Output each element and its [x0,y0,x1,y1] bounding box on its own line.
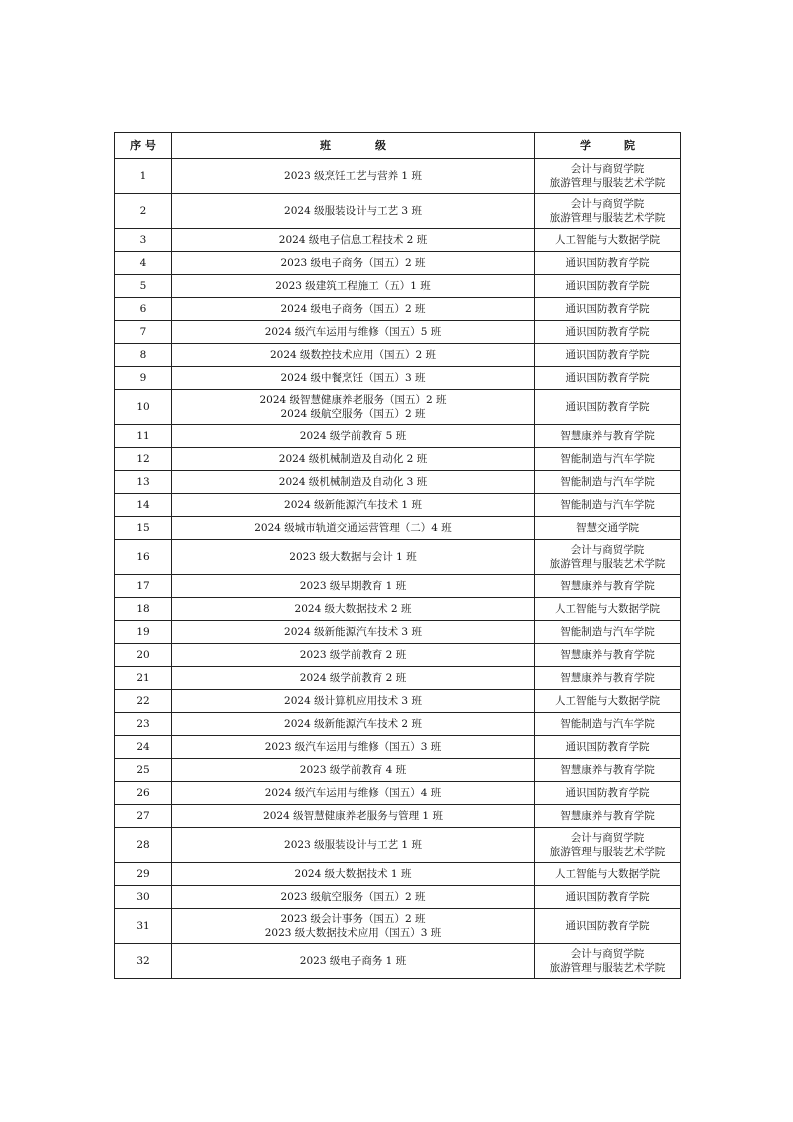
header-class: 班 级 [172,133,535,159]
class-name: 2024 级智慧健康养老服务与管理 1 班 [263,810,443,822]
row-number: 14 [115,494,172,517]
class-name: 2024 级航空服务（国五）2 班 [280,408,426,420]
college-name: 旅游管理与服装艺术学院 [549,212,666,224]
class-name-cell [172,805,535,828]
row-number: 18 [115,598,172,621]
college-cell [535,782,681,805]
row-number: 19 [115,621,172,644]
class-name: 2023 级早期教育 1 班 [299,580,407,592]
college-cell [535,194,681,229]
college-name: 通识国防教育学院 [565,326,650,338]
class-name: 2023 级会计事务（国五）2 班 [280,913,426,925]
college-name: 智能制造与汽车学院 [560,453,655,465]
college-cell [535,644,681,667]
college-cell [535,275,681,298]
row-number: 31 [115,909,172,944]
college-name: 智慧康养与教育学院 [560,672,655,684]
row-number: 7 [115,321,172,344]
class-name-cell [172,540,535,575]
college-cell [535,448,681,471]
row-number: 30 [115,886,172,909]
college-cell [535,713,681,736]
class-name: 2024 级机械制造及自动化 3 班 [278,476,428,488]
row-number: 5 [115,275,172,298]
table-row [115,944,681,979]
college-cell [535,828,681,863]
table-row [115,367,681,390]
college-name: 智慧康养与教育学院 [560,764,655,776]
college-name: 旅游管理与服装艺术学院 [549,558,666,570]
class-name: 2023 级学前教育 4 班 [299,764,407,776]
college-cell [535,159,681,194]
college-cell [535,252,681,275]
class-name: 2023 级电子商务 1 班 [299,955,407,967]
college-name: 通识国防教育学院 [565,257,650,269]
college-name: 会计与商贸学院 [570,948,645,960]
table-row [115,517,681,540]
college-name: 人工智能与大数据学院 [555,868,660,880]
row-number: 2 [115,194,172,229]
table-body [115,159,681,979]
college-name: 通识国防教育学院 [565,349,650,361]
college-name: 智慧康养与教育学院 [560,810,655,822]
row-number: 26 [115,782,172,805]
college-name: 智能制造与汽车学院 [560,499,655,511]
row-number: 28 [115,828,172,863]
class-name-cell [172,667,535,690]
class-name-cell [172,275,535,298]
college-name: 人工智能与大数据学院 [555,603,660,615]
class-name: 2024 级数控技术应用（国五）2 班 [269,349,437,361]
college-name: 通识国防教育学院 [565,920,650,932]
class-name: 2023 级汽车运用与维修（国五）3 班 [264,741,442,753]
table-row [115,229,681,252]
class-name: 2024 级智慧健康养老服务（国五）2 班 [259,394,447,406]
class-name-cell [172,759,535,782]
college-cell [535,909,681,944]
college-name: 通识国防教育学院 [565,303,650,315]
table-row [115,863,681,886]
college-cell [535,229,681,252]
header-no: 序 号 [115,133,172,159]
class-name-cell [172,828,535,863]
class-name: 2023 级学前教育 2 班 [299,649,407,661]
class-name-cell [172,252,535,275]
college-name: 人工智能与大数据学院 [555,695,660,707]
class-name-cell [172,367,535,390]
table-row [115,425,681,448]
table-row [115,275,681,298]
header-college: 学 院 [535,133,681,159]
college-cell [535,298,681,321]
class-name: 2024 级汽车运用与维修（国五）5 班 [264,326,442,338]
class-name-cell [172,390,535,425]
college-cell [535,344,681,367]
row-number: 12 [115,448,172,471]
row-number: 16 [115,540,172,575]
table-row [115,621,681,644]
table-row [115,736,681,759]
college-cell [535,944,681,979]
row-number: 4 [115,252,172,275]
college-name: 智慧康养与教育学院 [560,430,655,442]
row-number: 1 [115,159,172,194]
table-row [115,782,681,805]
class-name-cell [172,736,535,759]
row-number: 29 [115,863,172,886]
class-name-cell [172,471,535,494]
class-name: 2024 级大数据技术 1 班 [294,868,412,880]
class-name: 2024 级中餐烹饪（国五）3 班 [280,372,426,384]
class-name: 2023 级建筑工程施工（五）1 班 [275,280,431,292]
class-name: 2023 级烹饪工艺与营养 1 班 [284,170,422,182]
college-name: 会计与商贸学院 [570,198,645,210]
college-cell [535,886,681,909]
class-list-page [114,132,680,979]
college-name: 智慧康养与教育学院 [560,580,655,592]
college-cell [535,736,681,759]
table-row [115,886,681,909]
college-cell [535,667,681,690]
class-name-cell [172,863,535,886]
class-name-cell [172,713,535,736]
row-number: 21 [115,667,172,690]
college-cell [535,575,681,598]
class-name: 2024 级城市轨道交通运营管理（二）4 班 [254,522,452,534]
table-row [115,298,681,321]
class-name: 2024 级新能源汽车技术 3 班 [284,626,422,638]
college-cell [535,425,681,448]
table-row [115,159,681,194]
class-name: 2024 级计算机应用技术 3 班 [284,695,422,707]
class-name-cell [172,229,535,252]
class-name-cell [172,517,535,540]
table-header-row [115,133,681,159]
class-name: 2024 级电子信息工程技术 2 班 [278,234,428,246]
table-row [115,667,681,690]
college-name: 智能制造与汽车学院 [560,476,655,488]
class-name-cell [172,494,535,517]
table-row [115,471,681,494]
class-name: 2024 级新能源汽车技术 1 班 [284,499,422,511]
class-name-cell [172,644,535,667]
row-number: 24 [115,736,172,759]
row-number: 11 [115,425,172,448]
college-cell [535,471,681,494]
class-name: 2024 级电子商务（国五）2 班 [280,303,426,315]
class-name-cell [172,944,535,979]
college-cell [535,759,681,782]
college-name: 通识国防教育学院 [565,741,650,753]
college-name: 人工智能与大数据学院 [555,234,660,246]
class-name: 2023 级大数据技术应用（国五）3 班 [264,927,442,939]
row-number: 25 [115,759,172,782]
table-row [115,759,681,782]
college-cell [535,598,681,621]
row-number: 13 [115,471,172,494]
class-name: 2024 级汽车运用与维修（国五）4 班 [264,787,442,799]
college-cell [535,863,681,886]
class-name: 2023 级大数据与会计 1 班 [289,551,417,563]
class-name-cell [172,690,535,713]
class-name-cell [172,298,535,321]
row-number: 3 [115,229,172,252]
class-name-cell [172,909,535,944]
class-name: 2023 级航空服务（国五）2 班 [280,891,426,903]
college-name: 会计与商贸学院 [570,832,645,844]
college-name: 会计与商贸学院 [570,544,645,556]
class-name-cell [172,782,535,805]
table-row [115,575,681,598]
class-name-cell [172,448,535,471]
class-name-cell [172,886,535,909]
table-row [115,828,681,863]
college-name: 通识国防教育学院 [565,787,650,799]
class-name-cell [172,321,535,344]
class-name-cell [172,575,535,598]
table-row [115,390,681,425]
table-row [115,540,681,575]
row-number: 22 [115,690,172,713]
table-row [115,598,681,621]
class-name-cell [172,194,535,229]
college-cell [535,367,681,390]
college-name: 智慧交通学院 [576,522,639,534]
row-number: 27 [115,805,172,828]
row-number: 32 [115,944,172,979]
college-name: 通识国防教育学院 [565,891,650,903]
college-name: 智能制造与汽车学院 [560,718,655,730]
college-name: 通识国防教育学院 [565,401,650,413]
table-row [115,321,681,344]
class-name: 2024 级新能源汽车技术 2 班 [284,718,422,730]
college-name: 会计与商贸学院 [570,163,645,175]
table-row [115,494,681,517]
class-name-cell [172,425,535,448]
class-name-cell [172,598,535,621]
table-row [115,644,681,667]
row-number: 17 [115,575,172,598]
table-row [115,448,681,471]
college-cell [535,321,681,344]
college-name: 通识国防教育学院 [565,372,650,384]
college-name: 通识国防教育学院 [565,280,650,292]
table-row [115,909,681,944]
college-name: 智能制造与汽车学院 [560,626,655,638]
class-name: 2023 级服装设计与工艺 1 班 [284,839,422,851]
table-row [115,805,681,828]
class-name-cell [172,621,535,644]
college-cell [535,805,681,828]
college-name: 智慧康养与教育学院 [560,649,655,661]
table-row [115,713,681,736]
college-cell [535,494,681,517]
class-name: 2024 级机械制造及自动化 2 班 [278,453,428,465]
row-number: 10 [115,390,172,425]
college-cell [535,517,681,540]
college-cell [535,390,681,425]
row-number: 9 [115,367,172,390]
table-row [115,344,681,367]
class-name-cell [172,344,535,367]
table-row [115,194,681,229]
table-row [115,690,681,713]
table-row [115,252,681,275]
class-name: 2023 级电子商务（国五）2 班 [280,257,426,269]
row-number: 15 [115,517,172,540]
college-cell [535,621,681,644]
college-cell [535,540,681,575]
class-name: 2024 级服装设计与工艺 3 班 [284,205,422,217]
class-name: 2024 级学前教育 5 班 [299,430,407,442]
college-name: 旅游管理与服装艺术学院 [549,962,666,974]
row-number: 8 [115,344,172,367]
class-name: 2024 级大数据技术 2 班 [294,603,412,615]
row-number: 20 [115,644,172,667]
college-name: 旅游管理与服装艺术学院 [549,846,666,858]
college-cell [535,690,681,713]
row-number: 6 [115,298,172,321]
college-name: 旅游管理与服装艺术学院 [549,177,666,189]
class-name: 2024 级学前教育 2 班 [299,672,407,684]
row-number: 23 [115,713,172,736]
class-name-cell [172,159,535,194]
class-table [114,132,681,979]
